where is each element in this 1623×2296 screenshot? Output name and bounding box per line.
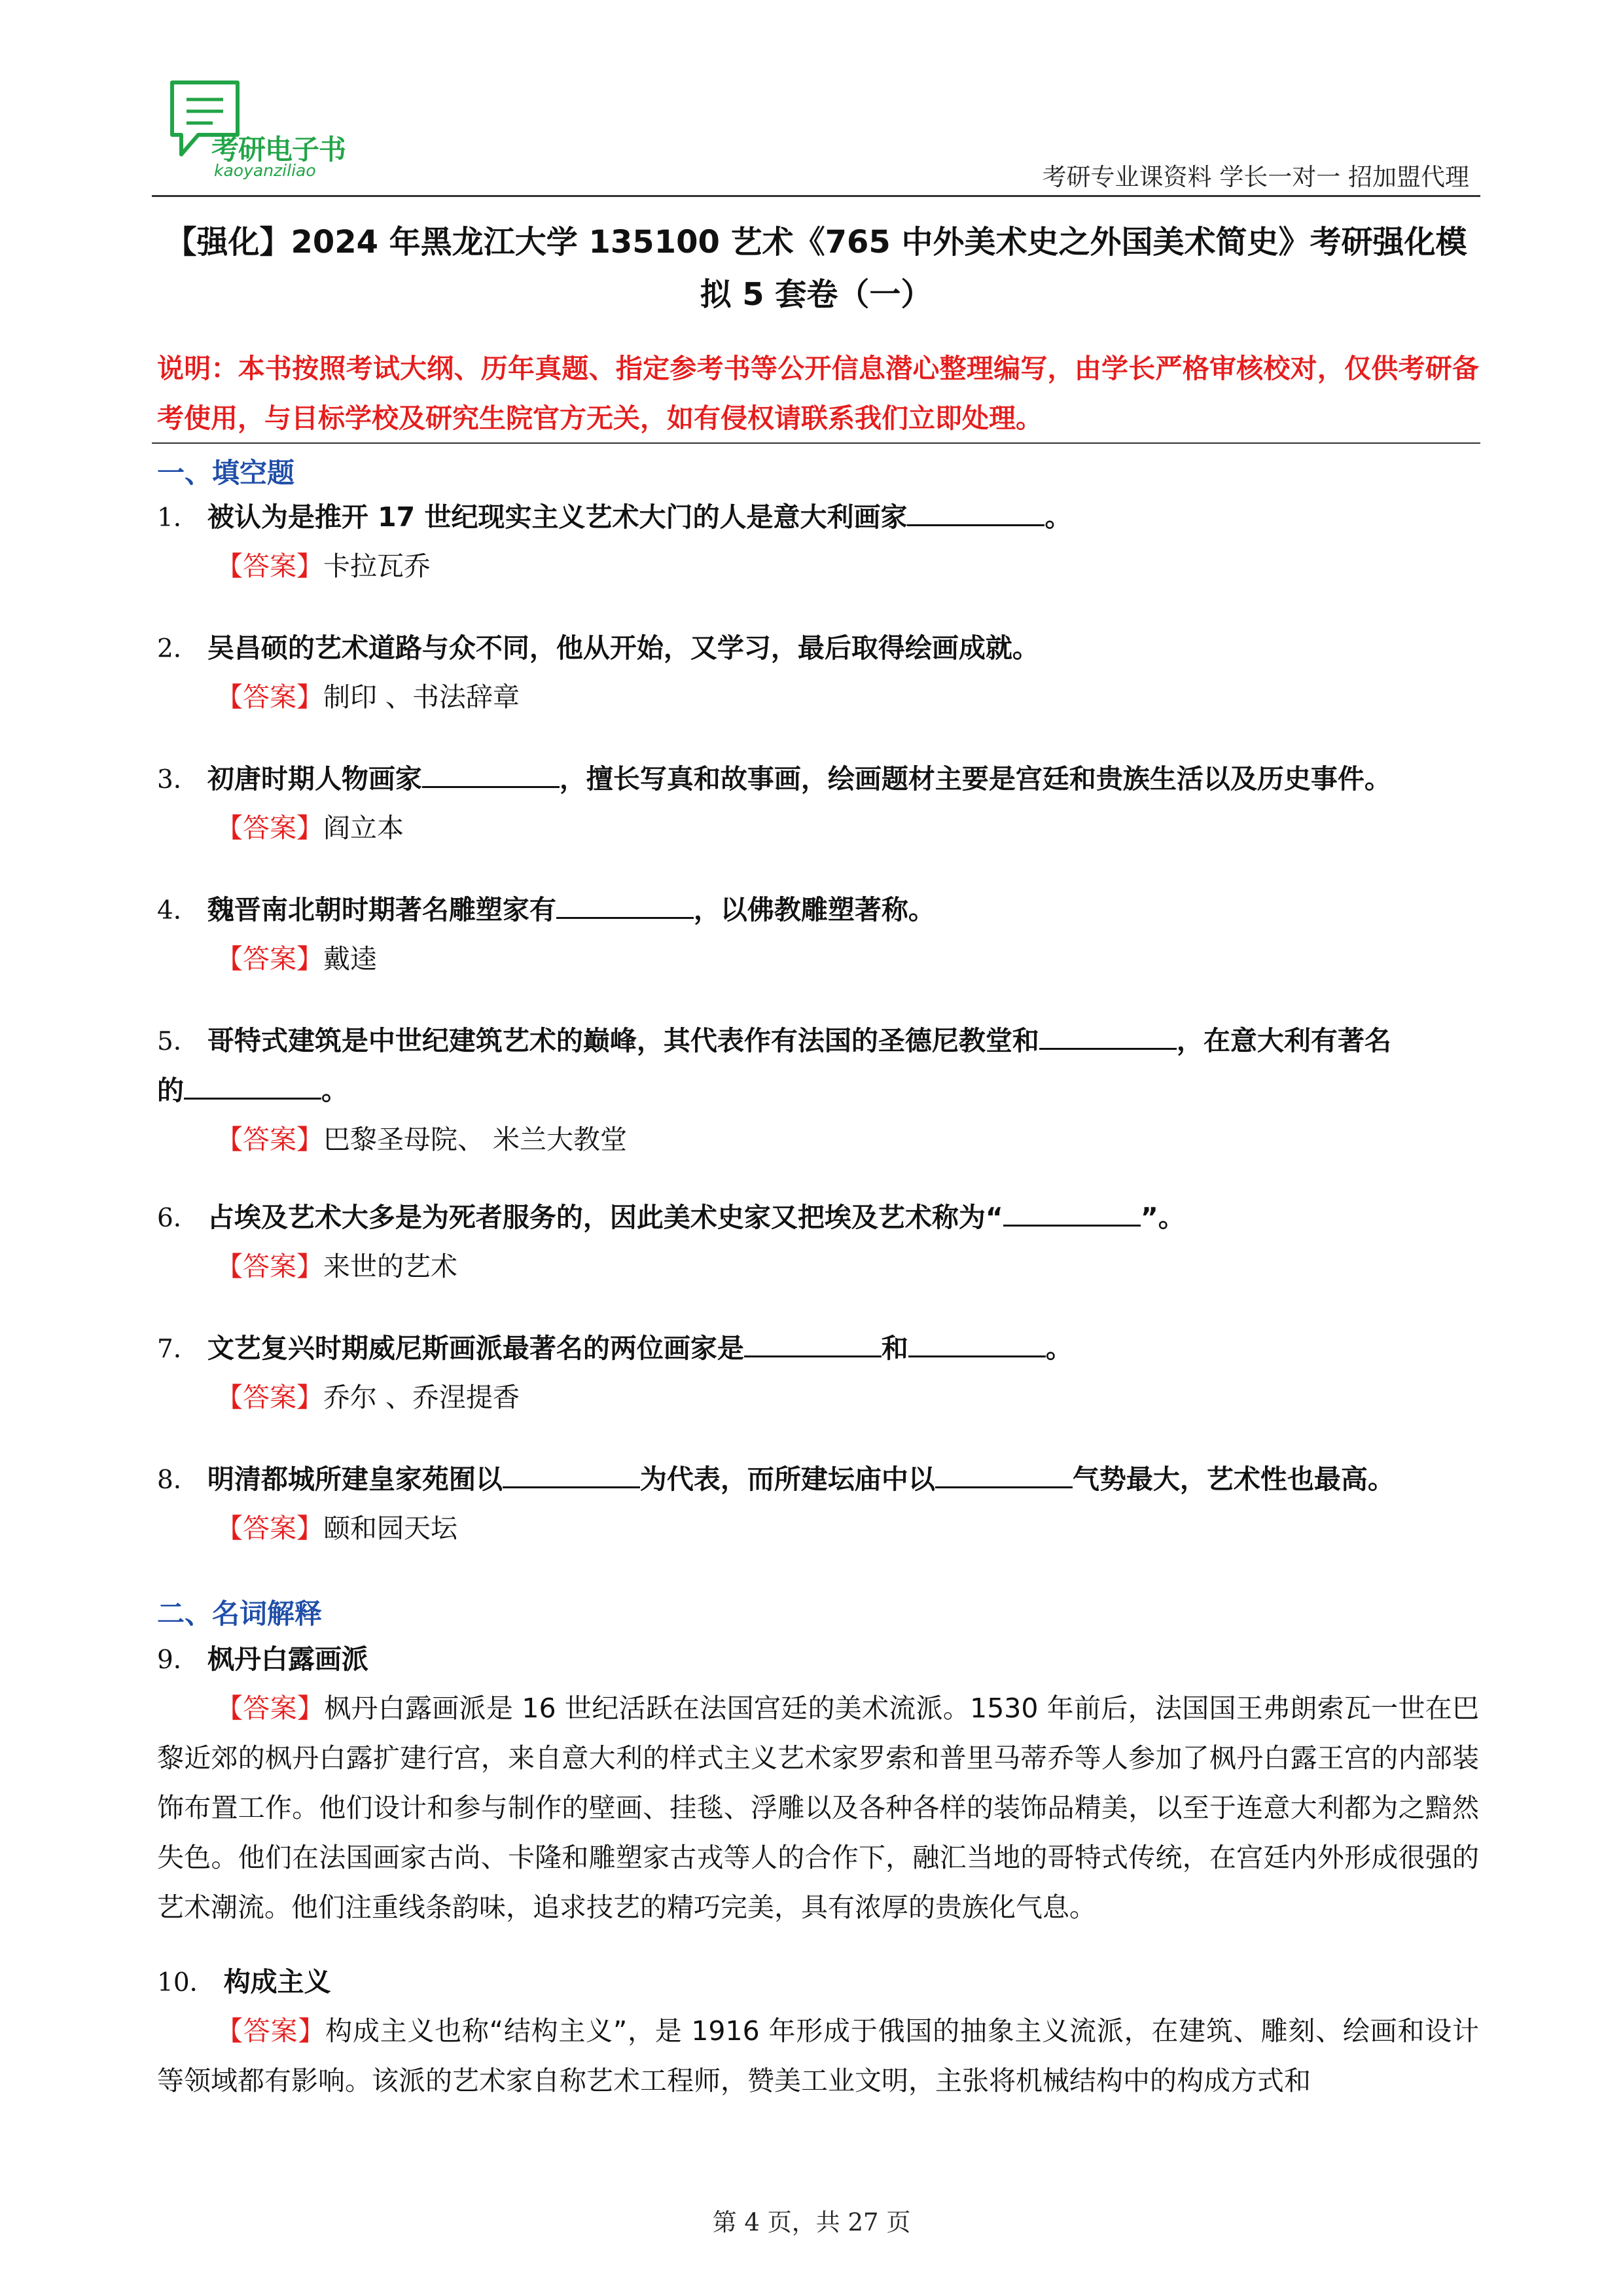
answer-blank <box>422 762 560 788</box>
logo <box>167 77 350 182</box>
question-3 <box>157 754 1479 805</box>
logo-text: 考研电子书 <box>211 134 346 166</box>
question-text-mid: 为代表，而所建坛庙中以 <box>639 1463 935 1495</box>
answer-2 <box>216 672 520 722</box>
question-number: 3． <box>157 765 199 795</box>
question-text-end: ”。 <box>1140 1202 1185 1233</box>
answer-text: 戴逵 <box>323 943 377 975</box>
answer-label: 【答案】 <box>216 1382 323 1413</box>
answer-1 <box>216 541 431 591</box>
document-title <box>152 216 1480 321</box>
term-title: 枫丹白露画派 <box>207 1643 368 1675</box>
answer-blank <box>908 1332 1046 1357</box>
answer-text: 卡拉瓦乔 <box>323 550 431 582</box>
question-number: 6． <box>157 1204 199 1233</box>
question-text-end: 气势最大，艺术性也最高。 <box>1072 1463 1395 1495</box>
question-text: 吴昌硕的艺术道路与众不同，他从开始，又学习，最后取得绘画成就。 <box>207 632 1039 664</box>
answer-blank <box>1039 1024 1177 1050</box>
answer-label: 【答案】 <box>216 1124 323 1155</box>
question-number: 4． <box>157 896 199 925</box>
answer-label: 【答案】 <box>216 943 323 975</box>
answer-blank <box>1003 1201 1141 1227</box>
notice-divider <box>152 442 1480 444</box>
term-9 <box>157 1634 1479 1685</box>
answer-text: 阎立本 <box>323 812 404 844</box>
question-text-end: 。 <box>1045 1333 1073 1364</box>
question-text-end: 。 <box>321 1075 348 1106</box>
question-text-end: ，以佛教雕塑著称。 <box>693 894 935 925</box>
header-tagline: 考研专业课资料 学长一对一 招加盟代理 <box>1042 163 1469 191</box>
question-number: 8． <box>157 1465 199 1495</box>
answer-blank <box>744 1332 882 1357</box>
answer-text: 来世的艺术 <box>323 1251 457 1282</box>
term-number: 10． <box>157 1968 215 1998</box>
answer-text: 枫丹白露画派是 16 世纪活跃在法国宫廷的美术流派。1530 年前后，法国国王弗朗索瓦一世在巴黎近郊的枫丹白露扩建行宫，来自意大利的样式主义艺术家罗索和普里马蒂乔等人参加了枫丹白露王宫的内部装饰布置工作。他们设计和参与制作的壁画、挂毯、浮雕以及各种各样的装饰品精美，以至于连意大利都为之黯然失色。他们在法国画家古尚、卡隆和雕塑家古戎等人的合作下，融汇当地的哥特式传统，在宫廷内外形成很强的艺术潮流。他们注重线条韵味，追求技艺的精巧完美，具有浓厚的贵族化气息。 <box>157 1693 1480 1923</box>
question-number: 2． <box>157 634 199 664</box>
question-text: 哥特式建筑是中世纪建筑艺术的巅峰，其代表作有法国的圣德尼教堂和 <box>207 1025 1039 1056</box>
question-number: 7． <box>157 1335 199 1364</box>
question-text: 文艺复兴时期威尼斯画派最著名的两位画家是 <box>207 1333 744 1364</box>
answer-text: 巴黎圣母院、 米兰大教堂 <box>323 1124 628 1155</box>
title-line-2: 拟 5 套卷（一） <box>700 276 933 313</box>
question-text-end: ，擅长写真和故事画，绘画题材主要是宫廷和贵族生活以及历史事件。 <box>559 763 1391 795</box>
answer-3 <box>216 803 404 853</box>
answer-7 <box>216 1372 520 1422</box>
question-text-cont: 的 <box>157 1075 184 1106</box>
term-9-answer <box>157 1683 1479 1932</box>
question-6 <box>157 1193 1479 1244</box>
question-text: 明清都城所建皇家苑囿以 <box>207 1463 503 1495</box>
question-1 <box>157 492 1479 543</box>
question-number: 5． <box>157 1027 199 1056</box>
answer-blank <box>556 893 694 919</box>
term-10 <box>157 1957 1479 2008</box>
answer-label: 【答案】 <box>216 1251 323 1282</box>
answer-6 <box>216 1242 457 1291</box>
question-text: 魏晋南北朝时期著名雕塑家有 <box>207 894 556 925</box>
disclaimer-notice: 说明：本书按照考试大纲、历年真题、指定参考书等公开信息潜心整理编写，由学长严格审核校对，仅供考研备考使用，与目标学校及研究生院官方无关，如有侵权请联系我们立即处理。 <box>157 353 1479 434</box>
question-5 <box>157 1016 1479 1067</box>
term-10-answer <box>157 2006 1479 2106</box>
answer-text: 制印 、书法辞章 <box>323 681 520 713</box>
question-text-mid: ，在意大利有著名 <box>1176 1025 1391 1056</box>
question-5-continued <box>157 1066 1479 1115</box>
answer-5 <box>216 1115 627 1164</box>
answer-label: 【答案】 <box>216 1513 323 1544</box>
answer-4 <box>216 934 377 984</box>
answer-8 <box>216 1503 457 1553</box>
question-7 <box>157 1323 1479 1374</box>
question-text: 初唐时期人物画家 <box>207 763 422 795</box>
title-line-1: 【强化】2024 年黑龙江大学 135100 艺术《765 中外美术史之外国美术简史》考研强化模 <box>165 224 1467 260</box>
question-text: 占埃及艺术大多是为死者服务的，因此美术史家又把埃及艺术称为“ <box>207 1202 1003 1233</box>
question-text-mid: 和 <box>881 1333 908 1364</box>
question-number: 1． <box>157 503 199 533</box>
answer-blank <box>503 1463 640 1488</box>
question-2 <box>157 623 1479 674</box>
answer-text: 乔尔 、乔涅提香 <box>323 1382 520 1413</box>
answer-text: 颐和园天坛 <box>323 1513 457 1544</box>
answer-label: 【答案】 <box>216 812 323 844</box>
question-text-end: 。 <box>1044 501 1072 533</box>
answer-label: 【答案】 <box>216 681 323 713</box>
page-number: 第 4 页，共 27 页 <box>712 2208 911 2236</box>
answer-blank <box>184 1074 321 1100</box>
question-8 <box>157 1454 1479 1505</box>
answer-label: 【答案】 <box>216 1693 325 1724</box>
section-heading-terms: 二、名词解释 <box>157 1598 323 1630</box>
question-4 <box>157 885 1479 936</box>
answer-blank <box>935 1463 1073 1488</box>
answer-blank <box>907 501 1044 526</box>
answer-text: 构成主义也称“结构主义”，是 1916 年形成于俄国的抽象主义流派，在建筑、雕刻、绘画和设计等领域都有影响。该派的艺术家自称艺术工程师，赞美工业文明，主张将机械结构中的构成方式和 <box>157 2015 1479 2096</box>
term-title: 构成主义 <box>223 1966 331 1998</box>
answer-label: 【答案】 <box>216 550 323 582</box>
answer-label: 【答案】 <box>216 2015 326 2047</box>
section-heading-fill-in: 一、填空题 <box>157 457 295 489</box>
term-number: 9． <box>157 1645 199 1675</box>
question-text: 被认为是推开 17 世纪现实主义艺术大门的人是意大利画家 <box>207 501 908 533</box>
header-divider <box>152 195 1480 197</box>
logo-subtext: kaoyanziliao <box>214 161 316 180</box>
